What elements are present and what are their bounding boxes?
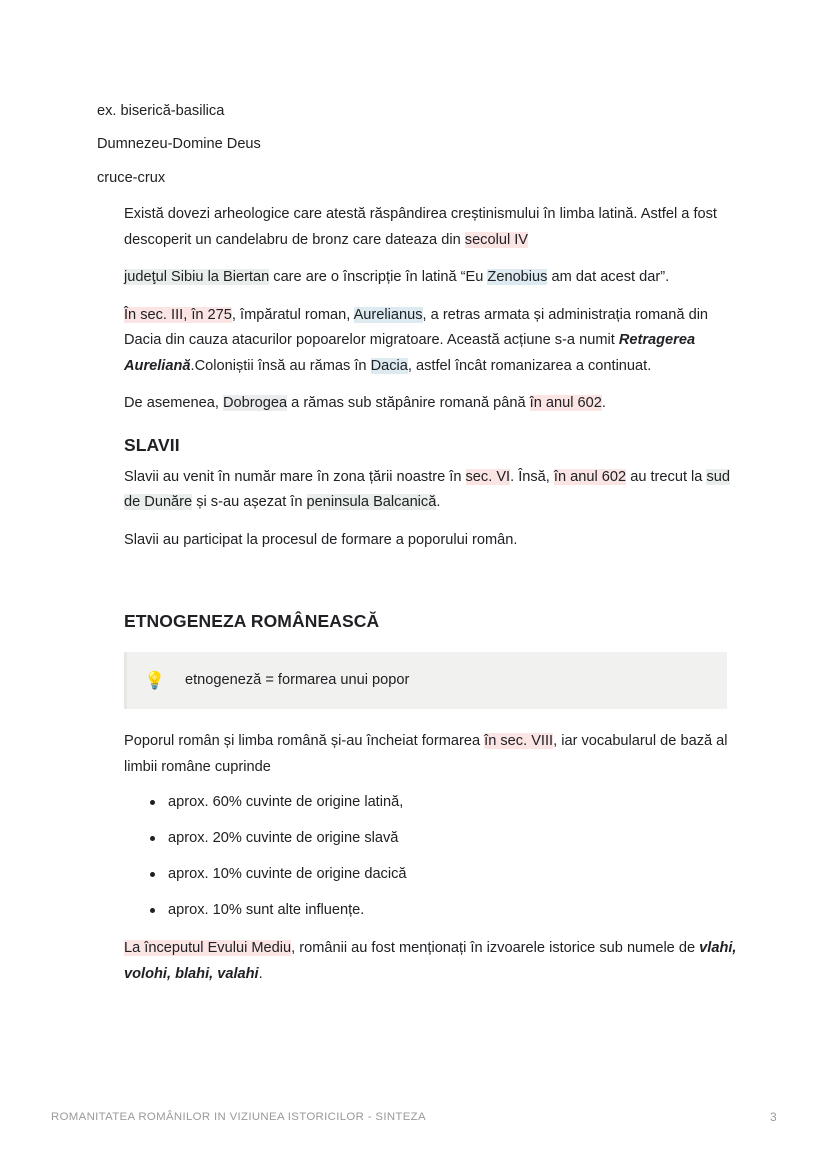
list-item: aprox. 60% cuvinte de origine latină, xyxy=(150,792,737,813)
text-run: .Coloniștii însă au rămas în xyxy=(190,357,371,374)
highlight-sec-iii-275: În sec. III, în 275 xyxy=(124,306,232,323)
text-run: . Însă, xyxy=(510,468,554,485)
highlight-dacia: Dacia xyxy=(370,357,408,374)
text-run: , astfel încât romanizarea a continuat. xyxy=(407,357,652,374)
example-line-1: Dumnezeu-Domine Deus xyxy=(97,136,261,152)
highlight-inceputul-evului-mediu: La începutul Evului Mediu xyxy=(124,940,292,956)
paragraph-evul-mediu xyxy=(124,936,737,987)
list-item: aprox. 10% cuvinte de origine dacică xyxy=(150,864,737,885)
text-run: care are o înscripție în latină “Eu xyxy=(269,269,488,285)
paragraph-popor xyxy=(124,729,737,780)
example-line-2: cruce-crux xyxy=(97,170,166,186)
highlight-secolul-iv: secolul IV xyxy=(464,231,529,248)
highlight-anul-602: în anul 602 xyxy=(529,395,602,411)
text-run: , împăratul roman, xyxy=(231,306,354,323)
highlight-zenobius: Zenobius xyxy=(487,269,548,285)
list-item: aprox. 10% sunt alte influențe. xyxy=(150,900,737,921)
highlight-sibiu-biertan: judeţul Sibiu la Biertan xyxy=(124,269,270,285)
text-run: și s-au așezat în xyxy=(192,494,307,510)
text-run: De asemenea, xyxy=(124,395,223,411)
paragraph-dobrogea xyxy=(124,391,737,417)
paragraph-slavii-2: Slavii au participat la procesul de formare a poporului român. xyxy=(124,531,518,548)
heading-etnogeneza: ETNOGENEZA ROMÂNEASCĂ xyxy=(124,611,380,631)
bold-vlahi-volohi: vlahi, volohi, blahi, valahi xyxy=(124,940,737,982)
highlight-aurelianus: Aurelianus xyxy=(353,306,423,323)
text-run: . xyxy=(601,395,606,411)
footer-title: ROMANITATEA ROMÂNILOR IN VIZIUNEA ISTORICILOR - SINTEZA xyxy=(51,1111,426,1123)
highlight-dobrogea: Dobrogea xyxy=(222,395,288,411)
example-intro-line: ex. biserică-basilica xyxy=(97,103,225,119)
highlight-sec-vi: sec. VI xyxy=(465,468,511,485)
list-item: aprox. 20% cuvinte de origine slavă xyxy=(150,828,737,849)
text-run: Slavii au venit în număr mare în zona țării noastre în xyxy=(124,468,466,485)
text-run: Poporul român și limba română și-au încheiat formarea xyxy=(124,733,485,749)
heading-slavii: SLAVII xyxy=(124,434,180,455)
highlight-peninsula-balcanica: peninsula Balcanică xyxy=(306,494,437,510)
vocabulary-bullet-list xyxy=(124,792,737,921)
paragraph-biertan xyxy=(124,265,737,291)
paragraph-slavii-1 xyxy=(124,465,737,516)
callout-text: etnogeneză = formarea unui popor xyxy=(185,672,410,688)
callout-definition xyxy=(124,652,727,709)
text-run: . xyxy=(436,494,441,510)
text-run: Există dovezi arheologice care atestă răspândirea creștinismului în limba latină. Astfel a fost descoperit un candelabru de bronz care dateaza din xyxy=(124,206,717,248)
page-footer xyxy=(51,1110,777,1124)
highlight-sud-de-dunare: sud de Dunăre xyxy=(124,468,730,510)
bold-retragerea-aureliana: Retragerea Aureliană xyxy=(124,332,696,374)
text-run: au trecut la xyxy=(626,468,707,485)
text-run: a rămas sub stăpânire romană până xyxy=(287,395,530,411)
paragraph-aurelian xyxy=(124,303,737,380)
text-run: am dat acest dar”. xyxy=(547,269,670,285)
highlight-anul-602-slavii: în anul 602 xyxy=(553,468,627,485)
text-run: . xyxy=(258,965,263,982)
paragraph-crestinism xyxy=(124,202,737,253)
text-run: , iar vocabularul de bază al limbii române cuprinde xyxy=(124,733,728,775)
light-bulb-icon: 💡 xyxy=(144,671,166,690)
text-run: , a retras armata și administrația romană din Dacia din cauza atacurilor popoarelor migratoare. Această acțiune s-a numit xyxy=(124,306,709,348)
highlight-sec-viii: în sec. VIII xyxy=(484,733,554,749)
text-run: , românii au fost menționați în izvoarele istorice sub numele de xyxy=(291,940,700,956)
footer-page-number: 3 xyxy=(769,1110,777,1124)
document-content xyxy=(97,101,737,999)
